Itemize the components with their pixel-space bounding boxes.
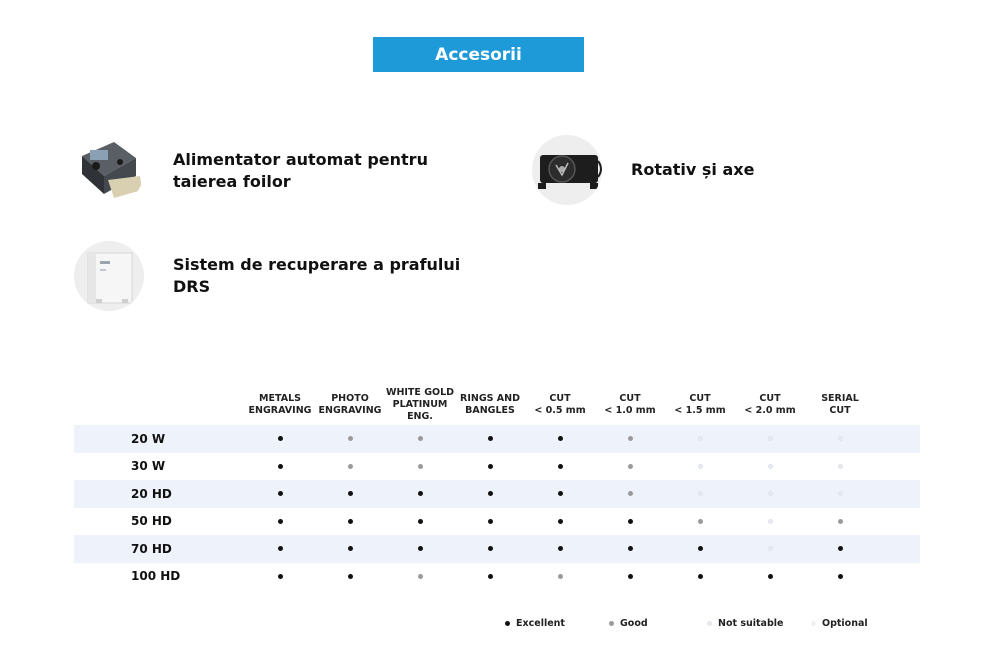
table-cell xyxy=(385,574,455,579)
legend-item-excellent xyxy=(505,618,609,629)
table-row xyxy=(74,453,920,481)
table-cell xyxy=(385,519,455,524)
table-row xyxy=(74,535,920,563)
column-header: PHOTO ENGRAVING xyxy=(318,393,382,416)
table-cell xyxy=(525,491,595,496)
column-header: WHITE GOLD PLATINUM ENG. xyxy=(385,387,455,422)
table-cell xyxy=(455,491,525,496)
table-cell xyxy=(665,574,735,579)
legend-item-not-suitable xyxy=(707,618,811,629)
good-dot-icon xyxy=(348,436,353,441)
legend-label: Good xyxy=(620,618,648,629)
table-cell xyxy=(385,436,455,441)
excellent-dot-icon xyxy=(278,546,283,551)
sheet-feeder-image xyxy=(74,136,144,206)
accessory-label: Alimentator automat pentru taierea foilor xyxy=(173,150,428,191)
excellent-dot-icon xyxy=(488,519,493,524)
table-cell xyxy=(805,519,875,524)
excellent-dot-icon xyxy=(348,519,353,524)
legend-item-good xyxy=(609,618,707,629)
table-cell xyxy=(455,574,525,579)
na-dot-icon xyxy=(698,491,703,496)
na-dot-icon xyxy=(838,491,843,496)
table-cell xyxy=(525,436,595,441)
table-cell xyxy=(805,574,875,579)
column-header: CUT < 0.5 mm xyxy=(534,393,586,416)
table-cell xyxy=(805,546,875,551)
row-label: 20 W xyxy=(131,431,166,446)
legend-item-optional xyxy=(811,618,868,629)
not-suitable-dot-icon xyxy=(707,621,712,626)
table-cell xyxy=(315,519,385,524)
table-cell xyxy=(245,436,315,441)
table-cell xyxy=(315,491,385,496)
table-cell xyxy=(245,464,315,469)
row-label: 30 W xyxy=(131,459,166,474)
table-cell xyxy=(735,574,805,579)
table-cell xyxy=(595,546,665,551)
table-cell xyxy=(525,574,595,579)
column-header: CUT < 1.5 mm xyxy=(674,393,726,416)
good-dot-icon xyxy=(698,519,703,524)
table-cell xyxy=(595,574,665,579)
table-cell xyxy=(735,519,805,524)
good-dot-icon xyxy=(628,464,633,469)
column-header: METALS ENGRAVING xyxy=(248,393,312,416)
table-cell xyxy=(735,491,805,496)
good-dot-icon xyxy=(838,519,843,524)
table-cell xyxy=(245,574,315,579)
table-row xyxy=(74,425,920,453)
excellent-dot-icon xyxy=(558,519,563,524)
excellent-dot-icon xyxy=(838,574,843,579)
excellent-dot-icon xyxy=(488,436,493,441)
rotary-axis-image xyxy=(532,135,602,205)
excellent-dot-icon xyxy=(278,574,283,579)
table-cell xyxy=(315,436,385,441)
good-dot-icon xyxy=(558,574,563,579)
optional-dot-icon xyxy=(811,621,816,626)
table-cell xyxy=(455,519,525,524)
table-row xyxy=(74,480,920,508)
excellent-dot-icon xyxy=(278,491,283,496)
table-cell xyxy=(525,546,595,551)
table-cell xyxy=(525,464,595,469)
row-label: 70 HD xyxy=(131,541,172,556)
good-dot-icon xyxy=(418,436,423,441)
table-cell xyxy=(315,464,385,469)
excellent-dot-icon xyxy=(558,546,563,551)
accessory-label: Sistem de recuperare a prafului DRS xyxy=(173,255,461,296)
column-header: CUT < 2.0 mm xyxy=(744,393,796,416)
good-dot-icon xyxy=(418,464,423,469)
excellent-dot-icon xyxy=(698,574,703,579)
legend-label: Excellent xyxy=(516,618,565,629)
good-dot-icon xyxy=(628,491,633,496)
table-cell xyxy=(245,546,315,551)
na-dot-icon xyxy=(698,464,703,469)
table-cell xyxy=(595,436,665,441)
excellent-dot-icon xyxy=(628,546,633,551)
table-cell xyxy=(595,464,665,469)
accessories-header-button[interactable]: Accesorii xyxy=(373,37,584,72)
excellent-dot-icon xyxy=(278,464,283,469)
excellent-dot-icon xyxy=(488,574,493,579)
column-header: RINGS AND BANGLES xyxy=(460,393,520,416)
excellent-dot-icon xyxy=(348,574,353,579)
excellent-dot-icon xyxy=(558,464,563,469)
table-cell xyxy=(525,519,595,524)
dust-recovery-image xyxy=(74,241,144,311)
table-cell xyxy=(665,546,735,551)
accessory-dust-recovery[interactable] xyxy=(74,241,460,311)
na-dot-icon xyxy=(768,546,773,551)
table-cell xyxy=(595,519,665,524)
table-cell xyxy=(385,464,455,469)
legend-label: Not suitable xyxy=(718,618,784,629)
table-cell xyxy=(735,546,805,551)
na-dot-icon xyxy=(838,464,843,469)
table-cell xyxy=(595,491,665,496)
good-dot-icon xyxy=(418,574,423,579)
accessory-rotary-axis[interactable] xyxy=(532,135,754,205)
excellent-dot-icon xyxy=(838,546,843,551)
table-cell xyxy=(665,464,735,469)
table-cell xyxy=(455,464,525,469)
table-cell xyxy=(315,546,385,551)
excellent-dot-icon xyxy=(418,546,423,551)
table-cell xyxy=(665,491,735,496)
accessory-sheet-feeder[interactable] xyxy=(74,136,428,206)
legend-label: Optional xyxy=(822,618,868,629)
na-dot-icon xyxy=(768,464,773,469)
table-header xyxy=(74,385,920,425)
na-dot-icon xyxy=(768,491,773,496)
table-row xyxy=(74,563,920,591)
table-cell xyxy=(245,519,315,524)
table-cell xyxy=(455,546,525,551)
excellent-dot-icon xyxy=(505,621,510,626)
excellent-dot-icon xyxy=(488,491,493,496)
excellent-dot-icon xyxy=(628,574,633,579)
excellent-dot-icon xyxy=(348,491,353,496)
excellent-dot-icon xyxy=(418,491,423,496)
table-cell xyxy=(665,436,735,441)
excellent-dot-icon xyxy=(278,519,283,524)
table-cell xyxy=(805,436,875,441)
table-cell xyxy=(805,491,875,496)
na-dot-icon xyxy=(768,519,773,524)
row-label: 50 HD xyxy=(131,514,172,529)
excellent-dot-icon xyxy=(768,574,773,579)
excellent-dot-icon xyxy=(348,546,353,551)
na-dot-icon xyxy=(838,436,843,441)
excellent-dot-icon xyxy=(698,546,703,551)
table-cell xyxy=(805,464,875,469)
column-header: SERIAL CUT xyxy=(821,393,859,416)
table-cell xyxy=(315,574,385,579)
na-dot-icon xyxy=(698,436,703,441)
good-dot-icon xyxy=(348,464,353,469)
column-header: CUT < 1.0 mm xyxy=(604,393,656,416)
excellent-dot-icon xyxy=(488,464,493,469)
legend xyxy=(505,618,868,629)
good-dot-icon xyxy=(628,436,633,441)
compatibility-table xyxy=(74,385,920,590)
table-body xyxy=(74,425,920,590)
table-cell xyxy=(735,464,805,469)
table-cell xyxy=(455,436,525,441)
table-cell xyxy=(245,491,315,496)
excellent-dot-icon xyxy=(558,436,563,441)
excellent-dot-icon xyxy=(628,519,633,524)
table-cell xyxy=(385,491,455,496)
row-label: 100 HD xyxy=(131,569,181,584)
table-row xyxy=(74,508,920,536)
excellent-dot-icon xyxy=(558,491,563,496)
good-dot-icon xyxy=(609,621,614,626)
row-label: 20 HD xyxy=(131,486,172,501)
accessory-label: Rotativ și axe xyxy=(631,160,755,179)
excellent-dot-icon xyxy=(418,519,423,524)
excellent-dot-icon xyxy=(488,546,493,551)
table-cell xyxy=(735,436,805,441)
na-dot-icon xyxy=(768,436,773,441)
table-cell xyxy=(665,519,735,524)
excellent-dot-icon xyxy=(278,436,283,441)
table-cell xyxy=(385,546,455,551)
